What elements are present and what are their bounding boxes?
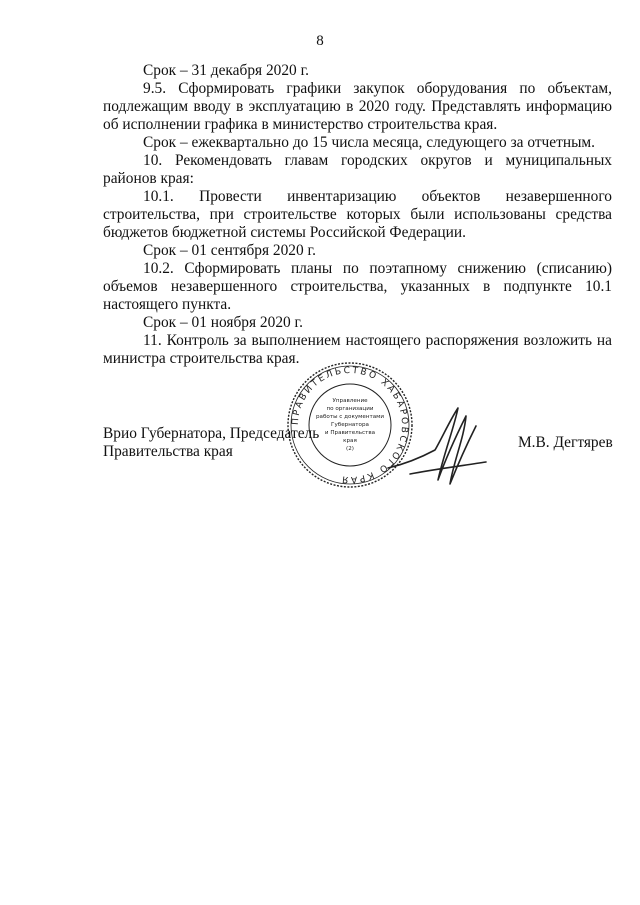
seal-inner-line: (2) [346,446,354,452]
seal-inner-line: Губернатора [331,422,369,428]
seal-inner-line: и Правительства [324,430,376,436]
deadline-paragraph: Срок – 01 ноября 2020 г. [143,314,303,331]
signatory-position-line: Врио Губернатора, Председатель [103,425,320,442]
clause-10-1: 10.1. Провести инвентаризацию объектов незавершенного строительства, при строительстве которых были использованы средства бюджетов бюджетной системы Российской Федерации. [103,188,612,241]
document-body [103,62,612,368]
deadline-paragraph: Срок – 01 сентября 2020 г. [143,242,316,259]
clause-10: 10. Рекомендовать главам городских округов и муниципальных районов края: [103,152,612,187]
seal-inner-line: Управление [332,398,368,404]
clause-11: 11. Контроль за выполнением настоящего распоряжения возложить на министра строительства края. [103,332,612,367]
seal-inner-line: работы с документами [316,414,384,420]
signatory-position [103,425,319,461]
deadline-paragraph: Срок – 31 декабря 2020 г. [143,62,310,79]
clause-9-5: 9.5. Сформировать графики закупок оборудования по объектам, подлежащим вводу в эксплуатацию в 2020 году. Представлять информацию об исполнении графика в министерство строительства края. [103,80,612,133]
handwritten-signature [380,398,490,493]
deadline-paragraph: Срок – ежеквартально до 15 числа месяца, следующего за отчетным. [143,134,596,151]
signatory-name: М.В. Дегтярев [518,434,613,451]
clause-10-2: 10.2. Сформировать планы по поэтапному снижению (списанию) объемов незавершенного строительства, указанных в подпункте 10.1 настоящего пункта. [103,260,612,313]
page-number: 8 [316,33,324,49]
signatory-position-line: Правительства края [103,443,233,460]
seal-ring-text: ПРАВИТЕЛЬСТВО ХАБАРОВСКОГО КРАЯ [290,365,410,485]
seal-inner-line: края [343,438,357,444]
seal-inner-line: по организации [326,406,374,412]
